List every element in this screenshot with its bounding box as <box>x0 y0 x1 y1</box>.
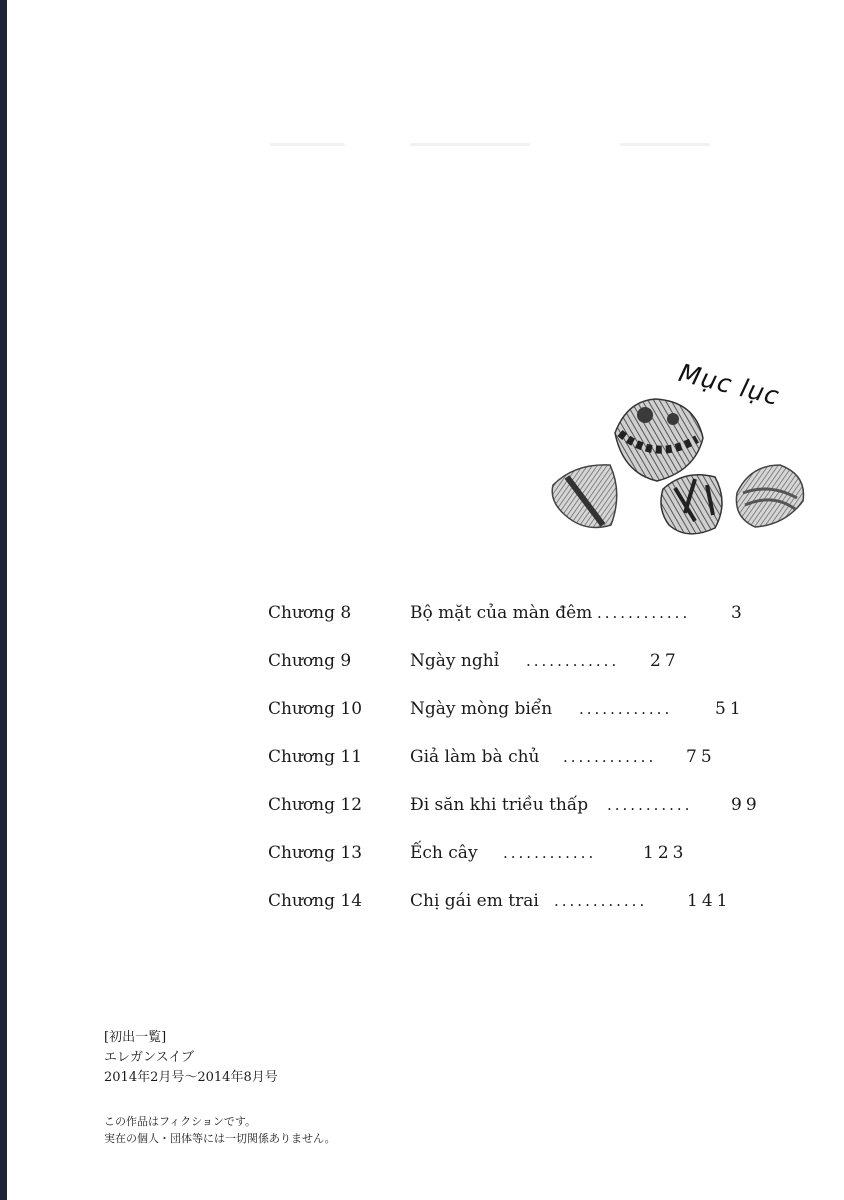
first-appearance-label: [初出一覧] <box>104 1030 167 1045</box>
shell-left <box>552 465 617 528</box>
disclaimer-line: 実在の個人・団体等には一切関係ありません。 <box>104 1132 336 1145</box>
toc-chapter: Chương 8 <box>268 603 352 623</box>
toc-leader: ............ <box>579 700 673 718</box>
toc-leader: ............ <box>554 892 648 910</box>
shells-illustration <box>545 393 810 543</box>
toc-leader: ............ <box>526 652 620 670</box>
toc-chapter: Chương 11 <box>268 747 363 767</box>
toc-leader: ............ <box>503 844 597 862</box>
toc-page: 51 <box>715 699 745 719</box>
faint-bleed-marks <box>270 143 720 149</box>
shell-right <box>736 465 803 527</box>
toc-page: 75 <box>686 747 716 767</box>
toc-page: 99 <box>731 795 761 815</box>
toc-chapter: Chương 10 <box>268 699 363 719</box>
first-appearance-notes <box>104 1028 278 1088</box>
toc-chapter: Chương 13 <box>268 843 363 863</box>
toc-page: 141 <box>687 891 732 911</box>
magazine-name: エレガンスイブ <box>104 1050 194 1065</box>
toc-leader: ........... <box>607 796 693 814</box>
toc-chapter: Chương 9 <box>268 651 352 671</box>
toc-leader: ............ <box>597 604 691 622</box>
toc-page: 3 <box>731 603 746 623</box>
toc-heading: Mục lục <box>675 358 783 411</box>
toc-leader: ............ <box>563 748 657 766</box>
toc-title: Đi săn khi triều thấp <box>410 795 589 815</box>
toc-title: Chị gái em trai <box>410 891 539 911</box>
disclaimer-line: この作品はフィクションです。 <box>104 1115 257 1128</box>
shell-middle-bottom <box>661 475 722 534</box>
toc-title: Ngày mòng biển <box>410 699 553 719</box>
shell-center <box>615 399 703 481</box>
toc-title: Ngày nghỉ <box>410 651 500 671</box>
toc-chapter: Chương 12 <box>268 795 363 815</box>
toc-chapter: Chương 14 <box>268 891 363 911</box>
fiction-disclaimer <box>104 1113 336 1147</box>
toc-title: Ếch cây <box>410 843 478 863</box>
toc-page: 123 <box>643 843 688 863</box>
toc-title: Giả làm bà chủ <box>410 747 540 767</box>
issue-range: 2014年2月号～2014年8月号 <box>104 1070 278 1085</box>
left-edge-strip <box>0 0 7 1200</box>
toc-title: Bộ mặt của màn đêm <box>410 603 593 623</box>
toc-page: 27 <box>650 651 680 671</box>
